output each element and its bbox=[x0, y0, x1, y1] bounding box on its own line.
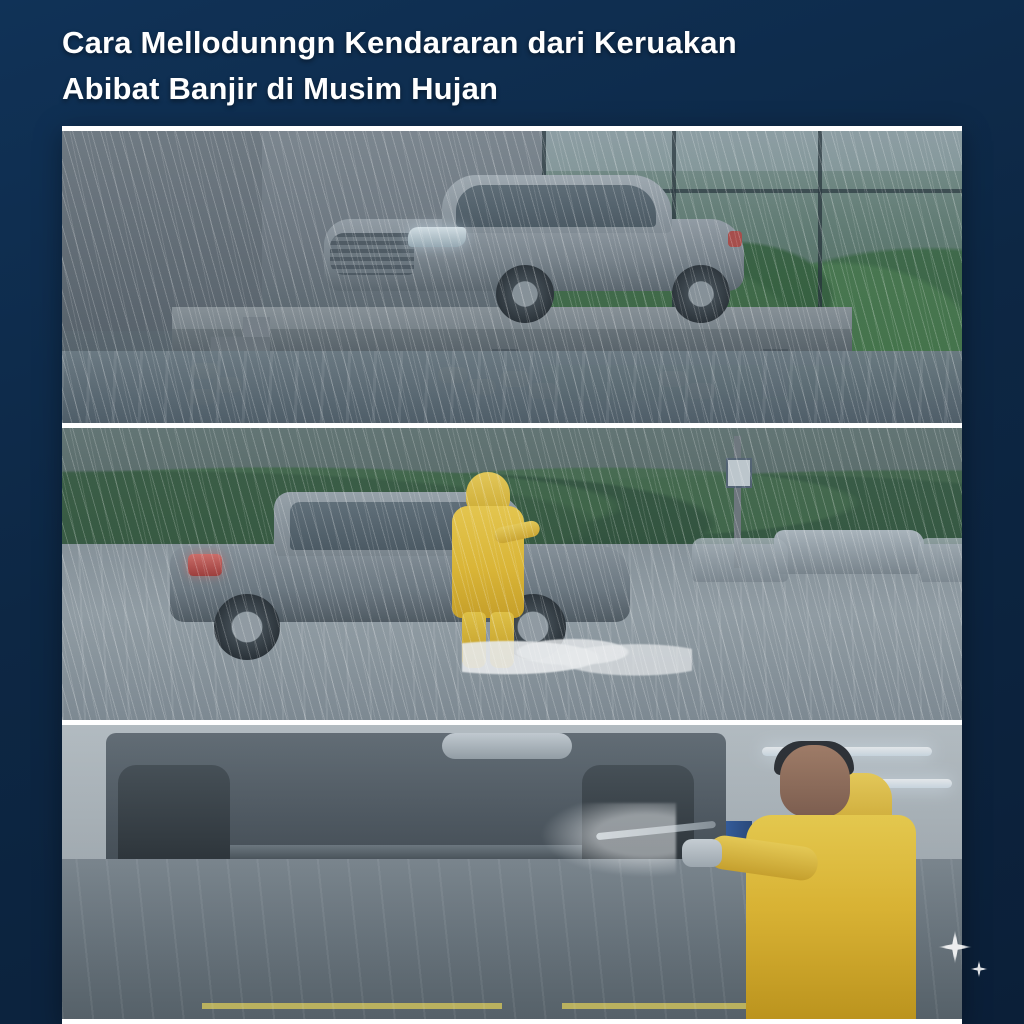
flood-water bbox=[62, 351, 962, 423]
rear-wheel bbox=[672, 265, 730, 323]
garage-wall bbox=[62, 131, 262, 331]
title-line-1: Cara Mellodunngn Kendararan dari Keruakan bbox=[62, 25, 737, 60]
water-spray bbox=[526, 803, 676, 883]
parked-car bbox=[774, 530, 924, 574]
raincoat-body bbox=[452, 506, 524, 618]
title-line-2: Abibat Banjir di Musim Hujan bbox=[62, 71, 499, 106]
road-sign bbox=[726, 458, 752, 488]
parked-car bbox=[692, 538, 788, 582]
panel-man-raincoat-flooded-road bbox=[62, 428, 962, 725]
exhaust-pipe bbox=[442, 733, 572, 759]
image-stack bbox=[62, 126, 962, 1024]
water-splash bbox=[462, 624, 692, 680]
work-glove bbox=[682, 839, 722, 867]
parked-car bbox=[918, 538, 962, 582]
headlight bbox=[408, 227, 466, 247]
taillight bbox=[188, 554, 222, 576]
taillight bbox=[728, 231, 742, 247]
panel-mechanic-underbody-wash bbox=[62, 725, 962, 1019]
panel-car-elevated-platform bbox=[62, 126, 962, 428]
car-windshield bbox=[456, 185, 656, 227]
rear-wheel bbox=[214, 594, 280, 660]
front-wheel bbox=[496, 265, 554, 323]
page-title bbox=[62, 20, 962, 112]
face bbox=[780, 745, 850, 817]
floor-marking bbox=[202, 1003, 502, 1009]
car-grille bbox=[330, 233, 414, 275]
suv-vehicle bbox=[324, 167, 744, 317]
sparkle-small bbox=[970, 960, 988, 978]
mechanic-yellow-raincoat bbox=[726, 745, 926, 1019]
